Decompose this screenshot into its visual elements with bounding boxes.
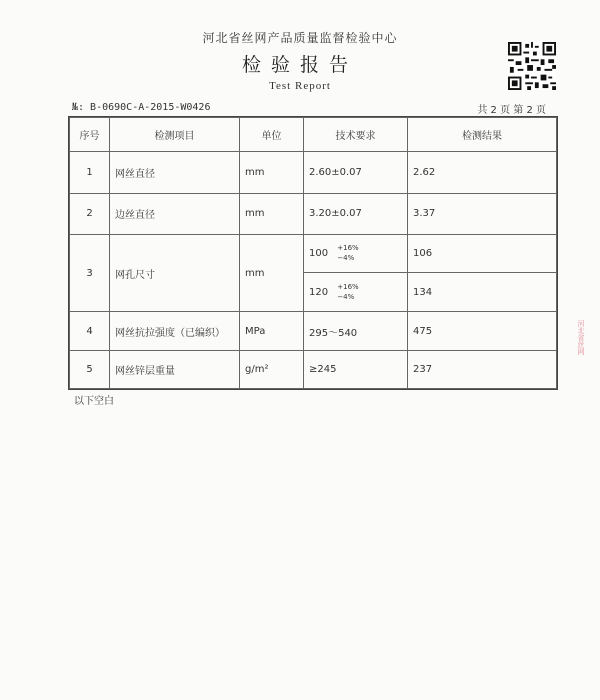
seal-stamp: 河北省丝网 xyxy=(577,320,585,355)
results-table xyxy=(68,116,558,390)
tolerance-plus: +16% xyxy=(337,244,359,253)
row-result: 3.37 xyxy=(408,193,557,234)
row-requirement: ≥245 xyxy=(304,350,408,388)
row-no: 1 xyxy=(70,152,110,193)
row-unit: mm xyxy=(240,152,304,193)
table-header-row xyxy=(70,118,557,152)
row-requirement: 295～540 xyxy=(304,312,408,350)
tolerance-minus: −4% xyxy=(337,254,355,263)
row-result: 237 xyxy=(408,350,557,388)
row-item: 网丝抗拉强度（已编织） xyxy=(110,312,240,350)
row-item: 网丝锌层重量 xyxy=(110,350,240,388)
row-unit: g/m² xyxy=(240,350,304,388)
header-requirement: 技术要求 xyxy=(304,118,408,152)
table-row xyxy=(70,234,557,272)
row-requirement: 3.20±0.07 xyxy=(304,193,408,234)
row-unit: mm xyxy=(240,234,304,312)
nominal-value: 100 xyxy=(309,247,329,259)
header-result: 检测结果 xyxy=(408,118,557,152)
row-result: 475 xyxy=(408,312,557,350)
row-item: 网丝直径 xyxy=(110,152,240,193)
row-requirement-sub xyxy=(304,273,408,312)
table-row xyxy=(70,193,557,234)
report-number: №: B-0690C-A-2015-W0426 xyxy=(72,102,211,113)
row-result: 106 xyxy=(408,234,557,272)
header-item: 检测项目 xyxy=(110,118,240,152)
page-info: 共 2 页 第 2 页 xyxy=(477,105,546,116)
qr-code-icon xyxy=(508,42,556,90)
org-name: 河北省丝网产品质量监督检验中心 xyxy=(202,31,398,45)
row-item: 边丝直径 xyxy=(110,193,240,234)
tolerance xyxy=(337,282,358,302)
row-no: 5 xyxy=(70,350,110,388)
nominal-value: 120 xyxy=(309,286,329,298)
row-item: 网孔尺寸 xyxy=(110,234,240,312)
report-title-cn: 检验报告 xyxy=(241,54,358,76)
header-unit: 单位 xyxy=(240,118,304,152)
row-result: 134 xyxy=(408,273,557,312)
row-result: 2.62 xyxy=(408,152,557,193)
row-no: 2 xyxy=(70,193,110,234)
row-requirement: 2.60±0.07 xyxy=(304,152,408,193)
row-no: 3 xyxy=(70,234,110,312)
tolerance-plus: +16% xyxy=(337,283,359,292)
table-row xyxy=(70,350,557,388)
tolerance xyxy=(337,243,358,263)
table-row xyxy=(70,312,557,350)
row-unit: mm xyxy=(240,193,304,234)
tolerance-minus: −4% xyxy=(337,293,355,302)
row-no: 4 xyxy=(70,312,110,350)
header-no: 序号 xyxy=(70,118,110,152)
report-title-en: Test Report xyxy=(269,80,331,92)
end-of-table-note: 以下空白 xyxy=(74,396,114,407)
row-unit: MPa xyxy=(240,312,304,350)
row-requirement-sub xyxy=(304,234,408,272)
table-row xyxy=(70,152,557,193)
